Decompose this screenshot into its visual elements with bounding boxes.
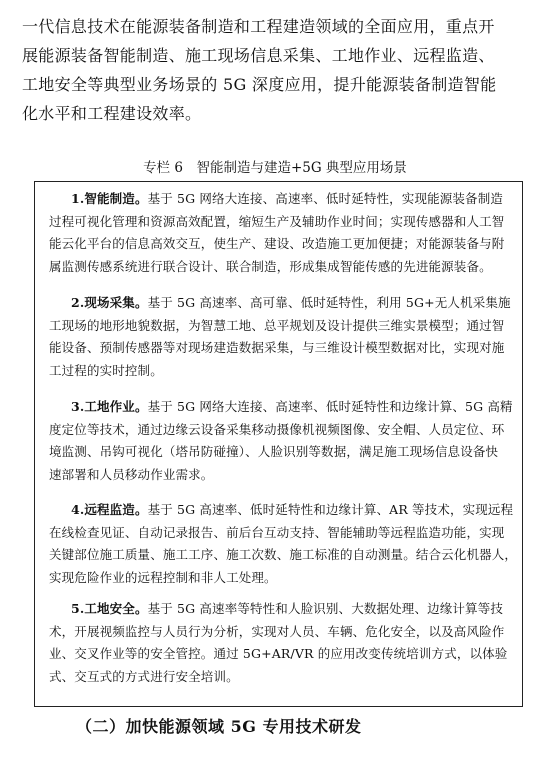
- scenario-line: 速部署和人员移动作业需求。: [49, 466, 214, 482]
- intro-line: 一代信息技术在能源装备制造和工程建造领域的全面应用，重点开: [22, 17, 495, 36]
- scenario-text: 基于 5G 高速率、高可靠、低时延特性，利用 5G+无人机采集施: [147, 295, 511, 310]
- scenario-item-remote-supervision: [49, 499, 517, 589]
- scenario-lead: 5.工地安全。: [71, 601, 148, 616]
- scenario-line: 度定位等技术，通过边缘云设备采集移动摄像机视频图像、安全帽、人员定位、环: [49, 421, 505, 437]
- scenario-first-line: [49, 396, 517, 419]
- scenario-line: 工过程的实时控制。: [49, 362, 163, 378]
- scenario-line: 实现危险作业的远程控制和非人工处理。: [49, 569, 277, 585]
- scenario-text: 基于 5G 网络大连接、高速率、低时延特性和边缘计算、5G 高精: [147, 399, 513, 414]
- scenario-first-line: [49, 188, 517, 211]
- case-study-box: [34, 181, 523, 707]
- scenario-lead: 2.现场采集。: [71, 295, 148, 310]
- scenario-line: 工现场的地形地貌数据，为智慧工地、总平规划及设计提供三维实景模型；通过智: [49, 317, 505, 333]
- scenario-line: 属监测传感系统进行联合设计、联合制造，形成集成智能传感的先进能源装备。: [49, 258, 492, 274]
- scenario-line: 能设备、预制传感器等对现场建造数据采集，与三维设计模型数据对比，实现对施: [49, 340, 505, 356]
- intro-line: 工地安全等典型业务场景的 5G 深度应用，提升能源装备制造智能: [22, 75, 497, 94]
- scenario-text: 基于 5G 高速率等特性和人脸识别、大数据处理、边缘计算等技: [147, 601, 503, 616]
- scenario-first-line: [49, 292, 517, 315]
- scenario-item-site-safety: [49, 598, 517, 688]
- intro-line: 化水平和工程建设效率。: [22, 104, 202, 123]
- scenario-lead: 4.远程监造。: [71, 502, 148, 517]
- scenario-item-site-collection: [49, 292, 517, 382]
- section-heading: （二）加快能源领域 5G 专用技术研发: [76, 717, 362, 736]
- scenario-lead: 3.工地作业。: [71, 399, 148, 414]
- scenario-lead: 1.智能制造。: [71, 191, 148, 206]
- scenario-line: 业、交叉作业等的安全管控。通过 5G+AR/VR 的应用改变传统培训方式，以体验: [49, 646, 508, 662]
- scenario-line: 术，开展视频监控与人员行为分析，实现对人员、车辆、危化安全，以及高风险作: [49, 623, 505, 639]
- scenario-first-line: [49, 598, 517, 621]
- scenario-text: 基于 5G 高速率、低时延特性和边缘计算、AR 等技术，实现远程: [147, 502, 514, 517]
- sidebar-box-title: 专栏 6 智能制造与建造+5G 典型应用场景: [143, 160, 407, 176]
- scenario-text: 基于 5G 网络大连接、高速率、低时延特性，实现能源装备制造: [147, 191, 503, 206]
- scenario-line: 过程可视化管理和资源高效配置，缩短生产及辅助作业时间；实现传感器和人工智: [49, 213, 505, 229]
- scenario-line: 式、交互式的方式进行安全培训。: [49, 668, 239, 684]
- intro-line: 展能源装备智能制造、施工现场信息采集、工地作业、远程监造、: [22, 46, 495, 65]
- scenario-line: 能云化平台的信息高效交互，使生产、建设、改造施工更加便捷；对能源装备与附: [49, 236, 505, 252]
- scenario-item-site-operations: [49, 396, 517, 486]
- scenario-item-smart-manufacturing: [49, 188, 517, 278]
- scenario-line: 在线检查见证、自动记录报告、前后台互动支持、智能辅助等远程监造功能，实现: [49, 524, 505, 540]
- scenario-line: 境监测、吊钩可视化（塔吊防碰撞）、人脸识别等数据，满足施工现场信息设备快: [49, 444, 499, 460]
- intro-paragraph: [22, 12, 532, 128]
- scenario-first-line: [49, 499, 517, 522]
- scenario-line: 关键部位施工质量、施工工序、施工次数、施工标准的自动测量。结合云化机器人，: [49, 547, 518, 563]
